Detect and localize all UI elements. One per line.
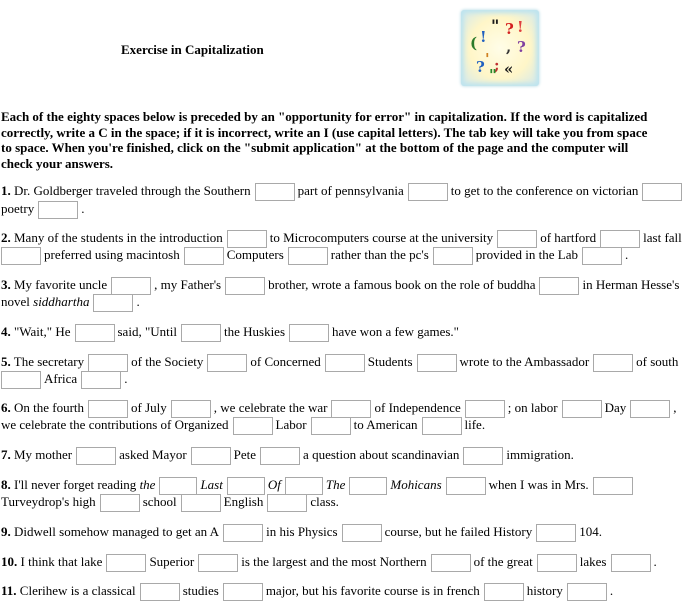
answer-1-2[interactable] [408,183,448,201]
question-text: a question about scandinavian [303,447,460,462]
question-text: major, but his favorite course is in french [265,583,480,598]
answer-6-7[interactable] [233,417,273,435]
answer-3-4[interactable] [93,294,133,312]
question-text: Africa [44,371,78,386]
question-text: English [223,494,264,509]
quote-glyph-2: " [489,66,497,84]
question-text: in Herman Hesse's [582,277,680,292]
question-text: Labor [275,417,307,432]
question-text: Many of the students in the introduction [14,230,223,245]
answer-9-2[interactable] [342,524,382,542]
question-text: class. [310,494,339,509]
answer-2-5[interactable] [184,247,224,265]
question-text: novel [1,294,30,309]
question-text: of hartford [540,230,597,245]
question-text: . [624,247,629,262]
question-text: The [325,477,346,492]
question-number: 5. [1,354,11,369]
answer-8-7[interactable] [100,494,140,512]
question-text: to Microcomputers course at the university [269,230,494,245]
question-text: Day [604,400,627,415]
question-text: Turveydrop's high [1,494,96,509]
question-text: . [81,201,85,216]
answer-5-5[interactable] [593,354,633,372]
question-text: On the fourth [14,400,85,415]
answer-7-3[interactable] [260,447,300,465]
question-text: Didwell somehow managed to get an A [14,524,220,539]
answer-6-5[interactable] [562,400,602,418]
question-text: of south [636,354,679,369]
guillemet-glyph: « [504,60,514,78]
question-10 [1,553,657,573]
exclamation-glyph-2: ! [480,28,487,46]
question-number: 1. [1,183,11,198]
question-text: Pete [233,447,257,462]
question-number: 8. [1,477,11,492]
question-text: "Wait," He [14,324,71,339]
question-number: 4. [1,324,11,339]
answer-10-3[interactable] [431,554,471,572]
question-text: I'll never forget reading [14,477,137,492]
question-text: brother, wrote a famous book on the role of buddha [268,277,536,292]
answer-4-1[interactable] [75,324,115,342]
quote-glyph: " [491,16,500,35]
question-number: 6. [1,400,11,415]
question-1-cont [1,200,84,220]
answer-10-1[interactable] [106,554,146,572]
question-number: 10. [1,554,18,569]
answer-2-7[interactable] [433,247,473,265]
question-text: immigration. [506,447,574,462]
answer-8-6[interactable] [593,477,633,495]
question-text: My favorite uncle [14,277,108,292]
question-text: course, but he failed History [384,524,533,539]
answer-1-4[interactable] [38,201,78,219]
question-text: in his Physics [266,524,338,539]
answer-2-4[interactable] [1,247,41,265]
question-11 [1,582,613,602]
question-1 [1,182,685,202]
answer-10-5[interactable] [611,554,651,572]
question-text: . [124,371,128,386]
answer-6-9[interactable] [422,417,462,435]
question-text: of Concerned [250,354,321,369]
answer-1-3[interactable] [642,183,682,201]
question-text: . [653,554,657,569]
question-text: Last [200,477,223,492]
question-text: we celebrate the contributions of Organized [1,417,229,432]
question-number: 9. [1,524,11,539]
question-text: to American [353,417,418,432]
answer-6-6[interactable] [630,400,670,418]
question-text: said, "Until [117,324,177,339]
semicolon-glyph: ; [494,56,500,74]
question-text: to get to the conference on victorian [450,183,639,198]
answer-9-3[interactable] [536,524,576,542]
answer-11-4[interactable] [567,583,607,601]
answer-5-4[interactable] [417,354,457,372]
question-text: part of pennsylvania [297,183,404,198]
question-text: the [139,477,156,492]
answer-11-3[interactable] [484,583,524,601]
answer-8-4[interactable] [349,477,387,495]
question-text: , [673,400,677,415]
question-2-cont [1,246,628,266]
answer-5-2[interactable] [207,354,247,372]
page-title: Exercise in Capitalization [121,42,264,57]
question-text: Computers [226,247,284,262]
question-text: of July [131,400,167,415]
question-7 [1,446,574,466]
question-text: Dr. Goldberger traveled through the Southern [14,183,251,198]
question-6-cont [1,416,485,436]
answer-7-4[interactable] [463,447,503,465]
question-number: 2. [1,230,11,245]
question-text: Clerihew is a classical [19,583,136,598]
punctuation-logo [461,10,539,86]
question-3-cont [1,293,140,313]
question-text: poetry [1,201,35,216]
answer-5-6[interactable] [1,371,41,389]
question-text: the Huskies [223,324,286,339]
answer-3-3[interactable] [539,277,579,295]
answer-7-1[interactable] [76,447,116,465]
question-number: 7. [1,447,11,462]
question-9 [1,523,602,543]
question-5-cont [1,370,127,390]
answer-6-8[interactable] [311,417,351,435]
answer-8-5[interactable] [446,477,486,495]
answer-5-7[interactable] [81,371,121,389]
answer-11-1[interactable] [140,583,180,601]
question-text: lakes [579,554,607,569]
answer-2-8[interactable] [582,247,622,265]
question-text: 104. [579,524,602,539]
question-text: of Independence [374,400,461,415]
question-glyph: ? [505,20,514,38]
answer-9-1[interactable] [223,524,263,542]
question-text: last fall [643,230,682,245]
question-glyph-2: ? [517,38,526,56]
question-text: , my Father's [154,277,222,292]
question-text: rather than the pc's [330,247,429,262]
question-text: studies [182,583,219,598]
answer-10-4[interactable] [537,554,577,572]
paren-glyph: ( [470,34,478,52]
question-text: Mohicans [390,477,442,492]
answer-2-6[interactable] [288,247,328,265]
answer-8-9[interactable] [267,494,307,512]
answer-4-3[interactable] [289,324,329,342]
question-number: 11. [1,583,17,598]
question-text: history [526,583,563,598]
question-text: asked Mayor [119,447,187,462]
comma-glyph: , [506,38,512,56]
answer-8-8[interactable] [181,494,221,512]
question-number: 3. [1,277,11,292]
question-text: school [142,494,177,509]
question-4 [1,323,459,343]
apostrophe-glyph: ' [485,50,490,68]
question-text: of the great [473,554,533,569]
question-text: . [136,294,140,309]
exclamation-glyph: ! [517,18,524,36]
instructions: Each of the eighty spaces below is preceded by an "opportunity for error" in capitalization. If the word is capitalized correctly, write a C in the space; if it is incorrect, write an I (use capital letters). The tab key will take you from space to space. When you're finished, click on the "submit application" at the bottom of the page and the computer will check your answers. [1,109,648,171]
question-text: is the largest and the most Northern [241,554,427,569]
question-text: , we celebrate the war [213,400,328,415]
question-text: Superior [149,554,195,569]
answer-1-1[interactable] [255,183,295,201]
question-8-cont [1,493,339,513]
question-text: when I was in Mrs. [488,477,589,492]
question-text: preferred using macintosh [44,247,180,262]
question-text: siddhartha [33,294,90,309]
answer-10-2[interactable] [198,554,238,572]
question-text: ; on labor [507,400,558,415]
question-text: Of [267,477,281,492]
answer-3-2[interactable] [225,277,265,295]
question-text: wrote to the Ambassador [459,354,590,369]
question-text: Students [367,354,413,369]
answer-7-2[interactable] [191,447,231,465]
question-text: of the Society [131,354,204,369]
answer-4-2[interactable] [181,324,221,342]
question-text: My mother [14,447,73,462]
answer-5-3[interactable] [325,354,365,372]
question-text: The secretary [13,354,85,369]
question-text: . [609,583,614,598]
question-text: I think that lake [20,554,103,569]
question-text: life. [464,417,486,432]
question-glyph-3: ? [476,58,485,76]
answer-11-2[interactable] [223,583,263,601]
question-text: provided in the Lab [475,247,578,262]
question-text: have won a few games." [332,324,459,339]
